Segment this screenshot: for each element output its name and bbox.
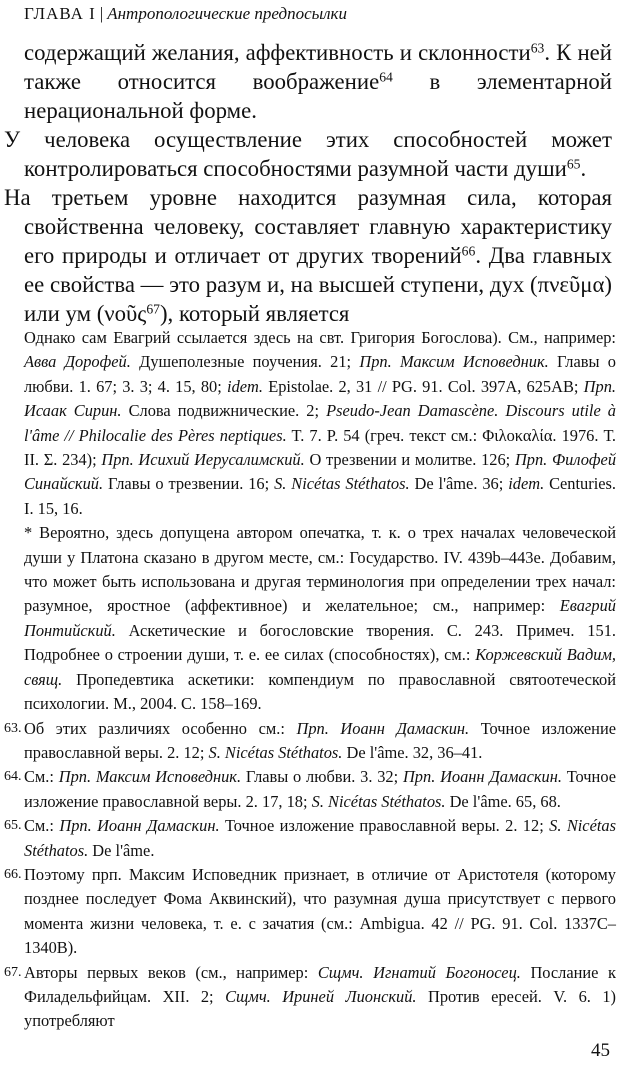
page-number: 45 [591,1040,610,1061]
footnote-ref-65: 65 [566,156,581,172]
main-paragraph-3 [4,183,612,328]
main-text-span: На третьем уровне находится разумная сила, которая свойственна человеку, составляет главную характеристику его природы и отличает от других творений [4,185,612,268]
footnote-number: 64. [4,769,22,785]
note-text: Об этих различиях особенно см.: [24,718,297,738]
footnote-63 [4,717,616,766]
main-text-span: . К ней также относится воображение [24,40,612,94]
note-text: Послание к Филадельфийцам. XII. 2; [24,962,616,1006]
note-text: De l'âme. 32, 36–41. [342,742,483,762]
main-text-span: . [580,156,587,181]
note-author: Прп. Иоанн Дамаскин. [296,718,470,738]
note-text: Пропедевтика аскетики: компендиум по православной святоотеческой психологии. М., 2004. С. 158–169. [24,669,616,714]
footnote-ref-64: 64 [379,69,393,85]
note-author: Прп. Максим Исповедник. [359,352,549,372]
note-author: S. Nicétas Stéthatos. [311,791,446,811]
footnote-ref-66: 66 [461,243,476,259]
main-text-span: ), который является [159,301,350,326]
main-text-span: У человека осуществление этих способностей может контролироваться способностями разумной части души [4,127,612,181]
main-text-span: . Два главных ее свойства — это разум и, на высшей ступени, дух (πνεῦμα) или ум (νοῦς [24,243,612,326]
note-text: Точное изложение православной веры. 2. 12; [24,718,616,762]
note-author: Прп. Исихий Иерусалимский. [101,450,305,470]
note-author: Прп. Иоанн Дамаскин. [59,816,220,836]
main-text [4,38,612,328]
note-text: Однако сам Евагрий ссылается здесь на свт. Григория Богослова). См., например: [24,328,616,347]
footnote-65 [4,814,616,863]
footnote-number: 63. [4,720,22,736]
footnote-number: 67. [4,964,22,980]
note-text: Точное изложение православной веры. 2. 12; [219,816,550,836]
note-author: Прп. Филофей Синайский. [24,450,617,494]
note-text: См.: [24,816,60,836]
note-text: T. 7. P. 54 (греч. текст см.: Φιλοκαλία. 1976. Т. II. Σ. 234); [24,425,616,470]
footnote-ref-67: 67 [146,301,160,317]
note-author: Pseudo-Jean Damascène. Discours utile à l'âme // Philocalie des Pères neptiques. [24,401,616,445]
footnote-number: 65. [4,818,22,834]
footnote-67 [4,961,616,1034]
note-author: Прп. Исаак Сирин. [24,376,616,421]
note-text: Слова подвижнические. 2; [121,401,327,421]
note-author: idem. [227,376,263,396]
footnote-66 [4,863,616,961]
note-author: Сщмч. Игнатий Богоносец. [317,962,521,982]
note-text: Главы о любви. 1. 67; 3. 3; 4. 15, 80; [24,352,616,396]
main-text-span: содержащий желания, аффективность и склонности [24,40,531,65]
footnote-number: 66. [4,866,22,882]
main-text-span: в элементарной нерациональной форме. [24,69,612,123]
note-author: Прп. Максим Исповедник. [58,767,242,787]
note-text: О трезвении и молитве. 126; [304,450,515,470]
footnote-ref-63: 63 [530,40,545,56]
note-text: Авторы первых веков (см., например: [24,962,318,982]
note-author: Евагрий Понтийский. [24,596,616,640]
running-header [24,4,614,24]
note-text: Аскетические и богословские творения. С. 243. Примеч. 151. Подробнее о строении души, т. е. ее силах (способностях), см.: [24,620,616,665]
main-paragraph-2 [4,125,612,183]
header-separator: | [99,4,104,23]
note-text: Против ересей. V. 6. 1) употребляют [24,986,616,1031]
footnotes [4,326,616,1034]
note-text: Epistolae. 2, 31 // PG. 91. Col. 397A, 625AB; [262,376,584,396]
footnote-star [4,521,616,716]
footnote-continuation [4,326,616,521]
note-author: Прп. Иоанн Дамаскин. [402,767,562,787]
note-author: Сщмч. Ириней Лионский. [225,986,417,1006]
note-author: Коржевский Вадим, свящ. [24,645,616,689]
note-author: S. Nicétas Stéthatos. [208,742,343,762]
note-author: Авва Дорофей. [24,352,131,372]
note-text: См.: [24,767,59,787]
note-text: De l'âme. [88,840,155,860]
chapter-title: Антропологические предпосылки [107,4,348,23]
note-text: Главы о трезвении. 16; [103,474,275,494]
note-text: * Вероятно, здесь допущена автором опечатка, т. к. о трех началах человеческой души у Платона сказано в другом месте, см.: Государство. IV. 439b–443e. Добавим, что может быть использована и другая терминология при определении трех начал: разумное, яростное (аффективное) и желательное; см., например: [24,523,616,616]
note-text: Centuries. I. 15, 16. [24,474,616,518]
note-text: Душеполезные поучения. 21; [130,352,360,372]
note-author: S. Nicétas Stéthatos. [274,474,410,494]
note-text: Точное изложение православной веры. 2. 17, 18; [24,767,616,811]
chapter-label: ГЛАВА I [24,4,96,23]
main-paragraph-1 [4,38,612,125]
note-author: idem. [508,474,545,494]
note-author: S. Nicétas Stéthatos. [24,816,616,860]
note-text: De l'âme. 65, 68. [445,791,561,811]
footnote-64 [4,765,616,814]
note-text: De l'âme. 36; [409,474,509,494]
note-text: Главы о любви. 3. 32; [241,767,403,787]
note-text: Поэтому прп. Максим Исповедник признает, в отличие от Аристотеля (которому позднее последует Фома Аквинский), что разумная душа присутствует с первого момента жизни человека, т. е. с зачатия (см.: Ambigua. 42 // PG. 91. Col. 1337C–1340B). [24,864,616,958]
